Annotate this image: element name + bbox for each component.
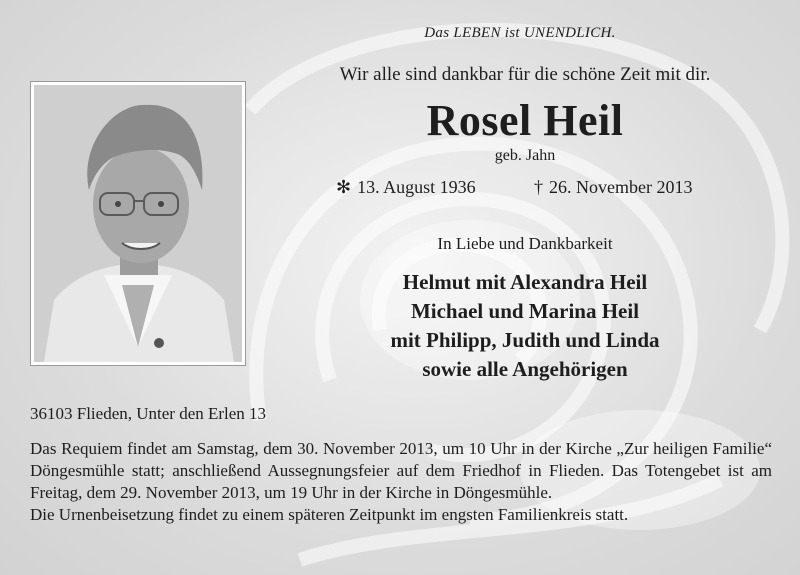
family-member: mit Philipp, Judith und Linda (390, 328, 660, 352)
family-list (250, 268, 800, 384)
thanks-line: Wir alle sind dankbar für die schöne Zeit mit dir. (339, 64, 711, 85)
love-line: In Liebe und Dankbarkeit (437, 234, 613, 253)
family-member: Helmut mit Alexandra Heil (402, 270, 648, 294)
death-date (534, 177, 692, 198)
requiem-paragraph: Das Requiem findet am Samstag, dem 30. November 2013, um 10 Uhr in der Kirche „Zur heiligen Familie“ Döngesmühle statt; anschließend Aussegnungsfeier auf dem Friedhof in Flieden. Das Totengebet ist am Freitag, dem 29. November 2013, um 19 Uhr in der Kirche in Döngesmühle. (30, 439, 772, 502)
motto: Das LEBEN ist UNENDLICH. (424, 25, 616, 41)
birth-date-text: 13. August 1936 (357, 177, 476, 197)
death-date-text: 26. November 2013 (549, 177, 693, 197)
service-details (30, 438, 772, 526)
portrait-frame (30, 81, 246, 366)
star-icon: ✻ (336, 177, 352, 197)
cross-icon: † (534, 177, 543, 197)
address: 36103 Flieden, Unter den Erlen 13 (30, 404, 267, 423)
portrait-photo (34, 85, 242, 362)
portrait-image (34, 85, 242, 362)
deceased-name: Rosel Heil (426, 96, 624, 145)
urn-paragraph: Die Urnenbeisetzung findet zu einem späteren Zeitpunkt im engsten Familienkreis statt. (30, 505, 629, 524)
family-member: Michael und Marina Heil (410, 299, 640, 323)
maiden-name: geb. Jahn (494, 147, 556, 164)
birth-date (336, 177, 476, 198)
family-member: sowie alle Angehörigen (422, 357, 628, 381)
